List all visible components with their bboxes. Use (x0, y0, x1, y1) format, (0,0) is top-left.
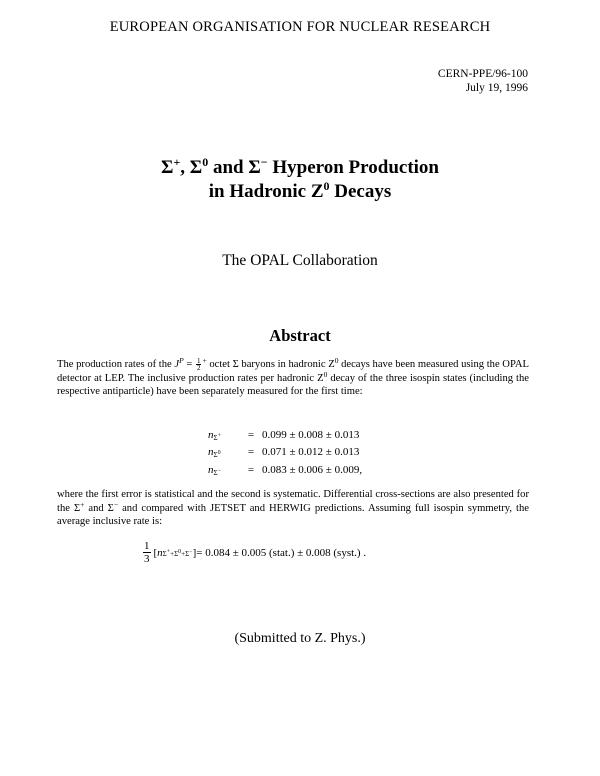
authors: The OPAL Collaboration (222, 252, 378, 269)
abstract-heading: Abstract (269, 326, 331, 345)
rate-sigma-plus: $n_{\Sigma^+}$ = 0.099 ± 0.008 ± 0.013 (208, 428, 360, 442)
title-line-1: Σ+, $\Sigma^0$ and Σ− Hyperon Production (161, 155, 439, 178)
average-rate-equation: 1 3 [ n $\Sigma^++\Sigma^0+\Sigma^-$ ] = 0.084 ± 0.005 (stat.) ± 0.008 (syst.) . (144, 540, 367, 565)
paper-title (0, 156, 600, 204)
rate-sigma-zero: $n_{\Sigma^0}$ = 0.071 ± 0.012 ± 0.013 (208, 446, 360, 460)
report-number: CERN-PPE/96-100 (437, 68, 528, 80)
one-third-fraction: 1 3 (144, 540, 150, 565)
rate-sigma-minus: $n_{\Sigma^-}$ = 0.083 ± 0.006 ± 0.009, (208, 463, 363, 477)
abstract-paragraph-1: The production rates of the $J^P$ = $\frac{1}{2}$ + octet Σ baryons in hadronic $Z^0$ decays have been measured using the OPAL detector at LEP. The inclusive production rates per hadronic $Z^0$ decay of the three isospin states (including the respective antiparticle) have been separately measured for the first time: (57, 356, 529, 398)
spin-fraction: $\frac{1}{2}$ (196, 357, 201, 373)
title-line-2: in Hadronic $Z^0$ Decays (208, 179, 392, 202)
production-rates (208, 426, 362, 479)
organisation-header: EUROPEAN ORGANISATION FOR NUCLEAR RESEARCH (109, 19, 491, 35)
submission-note: (Submitted to Z. Phys.) (234, 631, 366, 646)
abstract-paragraph-2: where the first error is statistical and the second is systematic. Differential cross-sections are also presented for the Σ+ and Σ− and compared with JETSET and HERWIG predictions. Assuming full isospin symmetry, the average inclusive rate is: (57, 489, 529, 528)
report-date: July 19, 1996 (465, 82, 528, 94)
average-result: = 0.084 ± 0.005 (stat.) ± 0.008 (syst.) . (196, 546, 367, 559)
report-info (438, 67, 528, 95)
average-subscript: $\Sigma^++\Sigma^0+\Sigma^-$ (162, 548, 193, 558)
